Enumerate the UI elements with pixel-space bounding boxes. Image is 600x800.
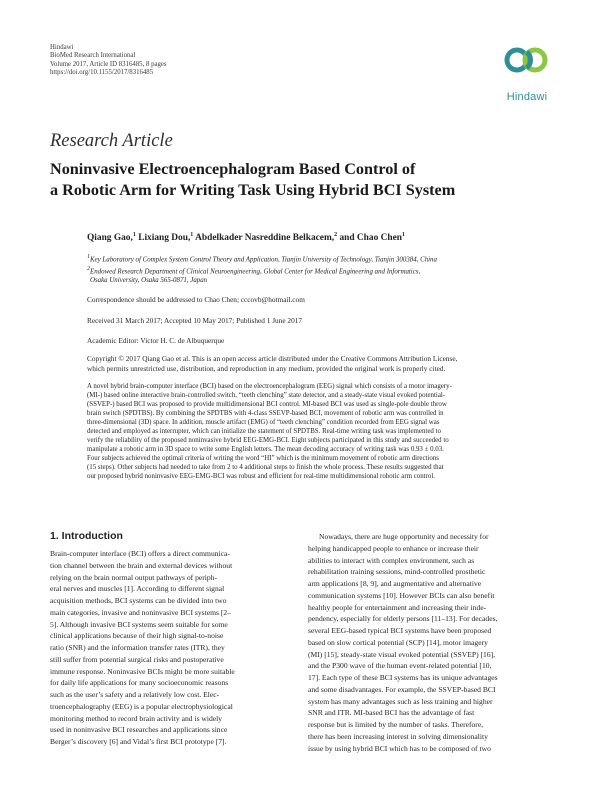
abstract-line: (15 steps). Other subjects had needed to take from 2 to 4 additional steps to finish the whole process. These results suggested that	[87, 464, 444, 472]
author-list	[87, 232, 405, 243]
abstract-line: our proposed hybrid noninvasive EEG-EMG-BCI was robust and efficient for real-time multidimensional robotic arm control.	[87, 473, 435, 481]
section-heading: 1. Introduction	[50, 530, 123, 542]
abstract-line: brain switch (SPDTBS). By combining the SPDTBS with 4-class SSEVP-based BCI, movement of robotic arm was controlled in	[87, 410, 444, 418]
abstract-line: manipulate a robotic arm in 3D space to write some English letters. The mean decoding accuracy of writing task was 0.93 ± 0.03.	[87, 446, 444, 454]
title-line: Noninvasive Electroencephalogram Based Control of	[50, 160, 416, 178]
text-line: issue by using hybrid BCI which has to be composed of two	[308, 743, 491, 753]
text-line: abilities to interact with complex environment, such as	[308, 555, 475, 565]
text-line: several EEG-based typical BCI systems have been proposed	[308, 626, 492, 635]
text-line: and some disadvantages. For example, the SSVEP-based BCI	[308, 684, 496, 694]
text-line: such as the user’s safety and a relatively low cost. Elec-	[50, 690, 220, 699]
text-line: Brain-computer interface (BCI) offers a direct communica-	[50, 549, 230, 558]
abstract-line: (SSVEP-) based BCI was proposed to provide multidimensional BCI control. MI-based BCI was used as single-pole double throw	[87, 401, 447, 409]
text-line: tion channel between the brain and external devices without	[50, 560, 233, 570]
academic-editor: Academic Editor: Victor H. C. de Albuquerque	[87, 336, 225, 345]
text-line: arm applications [8, 9], and augmentative and alternative	[308, 579, 482, 588]
text-line: response but is limited by the number of tasks. Therefore,	[308, 720, 484, 729]
text-line: immune response. Noninvasive BCIs might be more suitable	[50, 666, 235, 676]
text-line: SNR and ITR. MI-based BCI has the advantage of fast	[308, 708, 475, 718]
text-line: clinical applications because of their high signal-to-noise	[50, 631, 224, 641]
text-line: main categories, invasive and noninvasive BCI systems [2–	[50, 607, 231, 617]
affiliation-line: Osaka University, Osaka 565-0871, Japan	[90, 277, 208, 284]
text-line: 5]. Although invasive BCI systems seem suitable for some	[50, 619, 228, 629]
affiliation-line: $^1$Key Laboratory of Complex System Control Theory and Application, Tianjin University of Technology, Tianjin 300384, China	[87, 254, 437, 264]
copyright-notice: Copyright © 2017 Qiang Gao et al. This is an open access article distributed under the Creative Commons Attribution License, which permits unrestricted use, distribution, and reproduction in any medium, provided the original work is properly cited.	[87, 354, 458, 373]
author-affiliation-mark: 1	[401, 232, 405, 238]
doi-link[interactable]: https://doi.org/10.1155/2017/8316485	[50, 69, 154, 77]
text-line: rehabilitation training sessions, mind-controlled prosthetic	[308, 567, 486, 577]
text-line: Berger’s discovery [6] and Vidal’s first BCI prototype [7].	[50, 737, 227, 746]
text-line: communication systems [10]. However BCIs can also benefit	[308, 590, 495, 600]
abstract-line: A novel hybrid brain-computer interface (BCI) based on the electroencephalogram (EEG) signal which consists of a motor imagery-	[87, 383, 452, 390]
text-line: system has many advantages such as less training and higher	[308, 696, 493, 706]
correspondence: Correspondence should be addressed to Chao Chen; cccovb@hotmail.com	[87, 295, 305, 304]
author-name: and Chao Chen	[339, 233, 402, 244]
text-line: (MI) [15], steady-state visual evoked potential (SSVEP) [16],	[308, 649, 496, 659]
text-line: still suffer from potential surgical risks and postoperative	[50, 654, 224, 664]
abstract-line: detected and employed as interrupter, which can initialize the statement of SPDTBS. Real-time writing task was implemented to	[87, 428, 441, 436]
abstract-line: (MI-) based online interactive brain-controlled switch, “teeth clenching” state detector, and a steady-state visual evoked potential-	[87, 392, 446, 400]
body-column-left	[50, 548, 292, 748]
text-line: ratio (SNR) and the information transfer rates (ITR), they	[50, 643, 225, 652]
volume-info: Volume 2017, Article ID 8316485, 8 pages	[50, 60, 167, 68]
text-line: pendency, especially for elderly persons [11–13]. For decades,	[308, 614, 498, 624]
author-affiliation-mark: 1	[132, 232, 136, 238]
text-line: based on slow cortical potential (SCP) [14], motor imagery	[308, 637, 488, 647]
author-name: Abdelkader Nasreddine Belkacem,	[195, 233, 335, 244]
affiliation-line: $^2$Endowed Research Department of Clinical Neuroengineering, Global Center for Medical Engineering and Informatics,	[87, 266, 421, 276]
text-line: helping handicapped people to enhance or increase their	[308, 543, 479, 553]
author-affiliation-mark: 2	[334, 232, 338, 238]
abstract-line: Four subjects achieved the optimal criteria of writing the word “HI” which is the minimum movement of robotic arm directions	[87, 455, 439, 463]
text-line: there has been increasing interest in solving dimensionality	[308, 731, 488, 741]
text-line: eral nerves and muscles [1]. According to different signal	[50, 584, 225, 594]
publisher-name: Hindawi	[50, 44, 74, 51]
text-line: healthy people for entertainment and increasing their inde-	[308, 602, 487, 612]
article-type: Research Article	[50, 131, 173, 151]
article-title	[50, 159, 550, 200]
text-line: acquisition methods, BCI systems can be divided into two	[50, 596, 227, 605]
publication-dates: Received 31 March 2017; Accepted 10 May 2017; Published 1 June 2017	[87, 316, 303, 325]
author-affiliation-mark: 1	[190, 232, 194, 238]
affiliations	[87, 253, 557, 286]
abstract-line: verify the reliability of the proposed noninvasive hybrid EEG-EMG-BCI. Eight subjects participated in this study and succeeded to	[87, 437, 449, 445]
text-line: 17]. Each type of these BCI systems has its unique advantages	[308, 673, 498, 682]
text-line: for daily life applications for many socioeconomic reasons	[50, 678, 229, 688]
author-name: Qiang Gao,	[87, 233, 133, 244]
author-name: Lixiang Dou,	[138, 233, 191, 244]
journal-header	[50, 44, 167, 78]
text-line: used in noninvasive BCI researches and applications since	[50, 725, 228, 735]
journal-name: BioMed Research International	[50, 52, 136, 60]
text-line: Nowadays, there are huge opportunity and necessity for	[319, 532, 489, 541]
title-line: a Robotic Arm for Writing Task Using Hybrid BCI System	[50, 180, 456, 199]
text-line: monitoring method to record brain activity and is widely	[50, 713, 223, 723]
text-line: troencephalography (EEG) is a popular electrophysiological	[50, 701, 233, 711]
abstract	[87, 382, 557, 482]
text-line: relying on the brain normal output pathways of periph-	[50, 572, 218, 582]
abstract-line: three-dimensional (3D) space. In addition, muscle artifact (EMG) of “teeth clenching” condition recorded from EEG signal was	[87, 419, 440, 427]
logo-text: Hindawi	[506, 91, 548, 103]
body-column-right	[308, 531, 550, 754]
text-line: and the P300 wave of the human event-related potential [10,	[308, 661, 492, 671]
